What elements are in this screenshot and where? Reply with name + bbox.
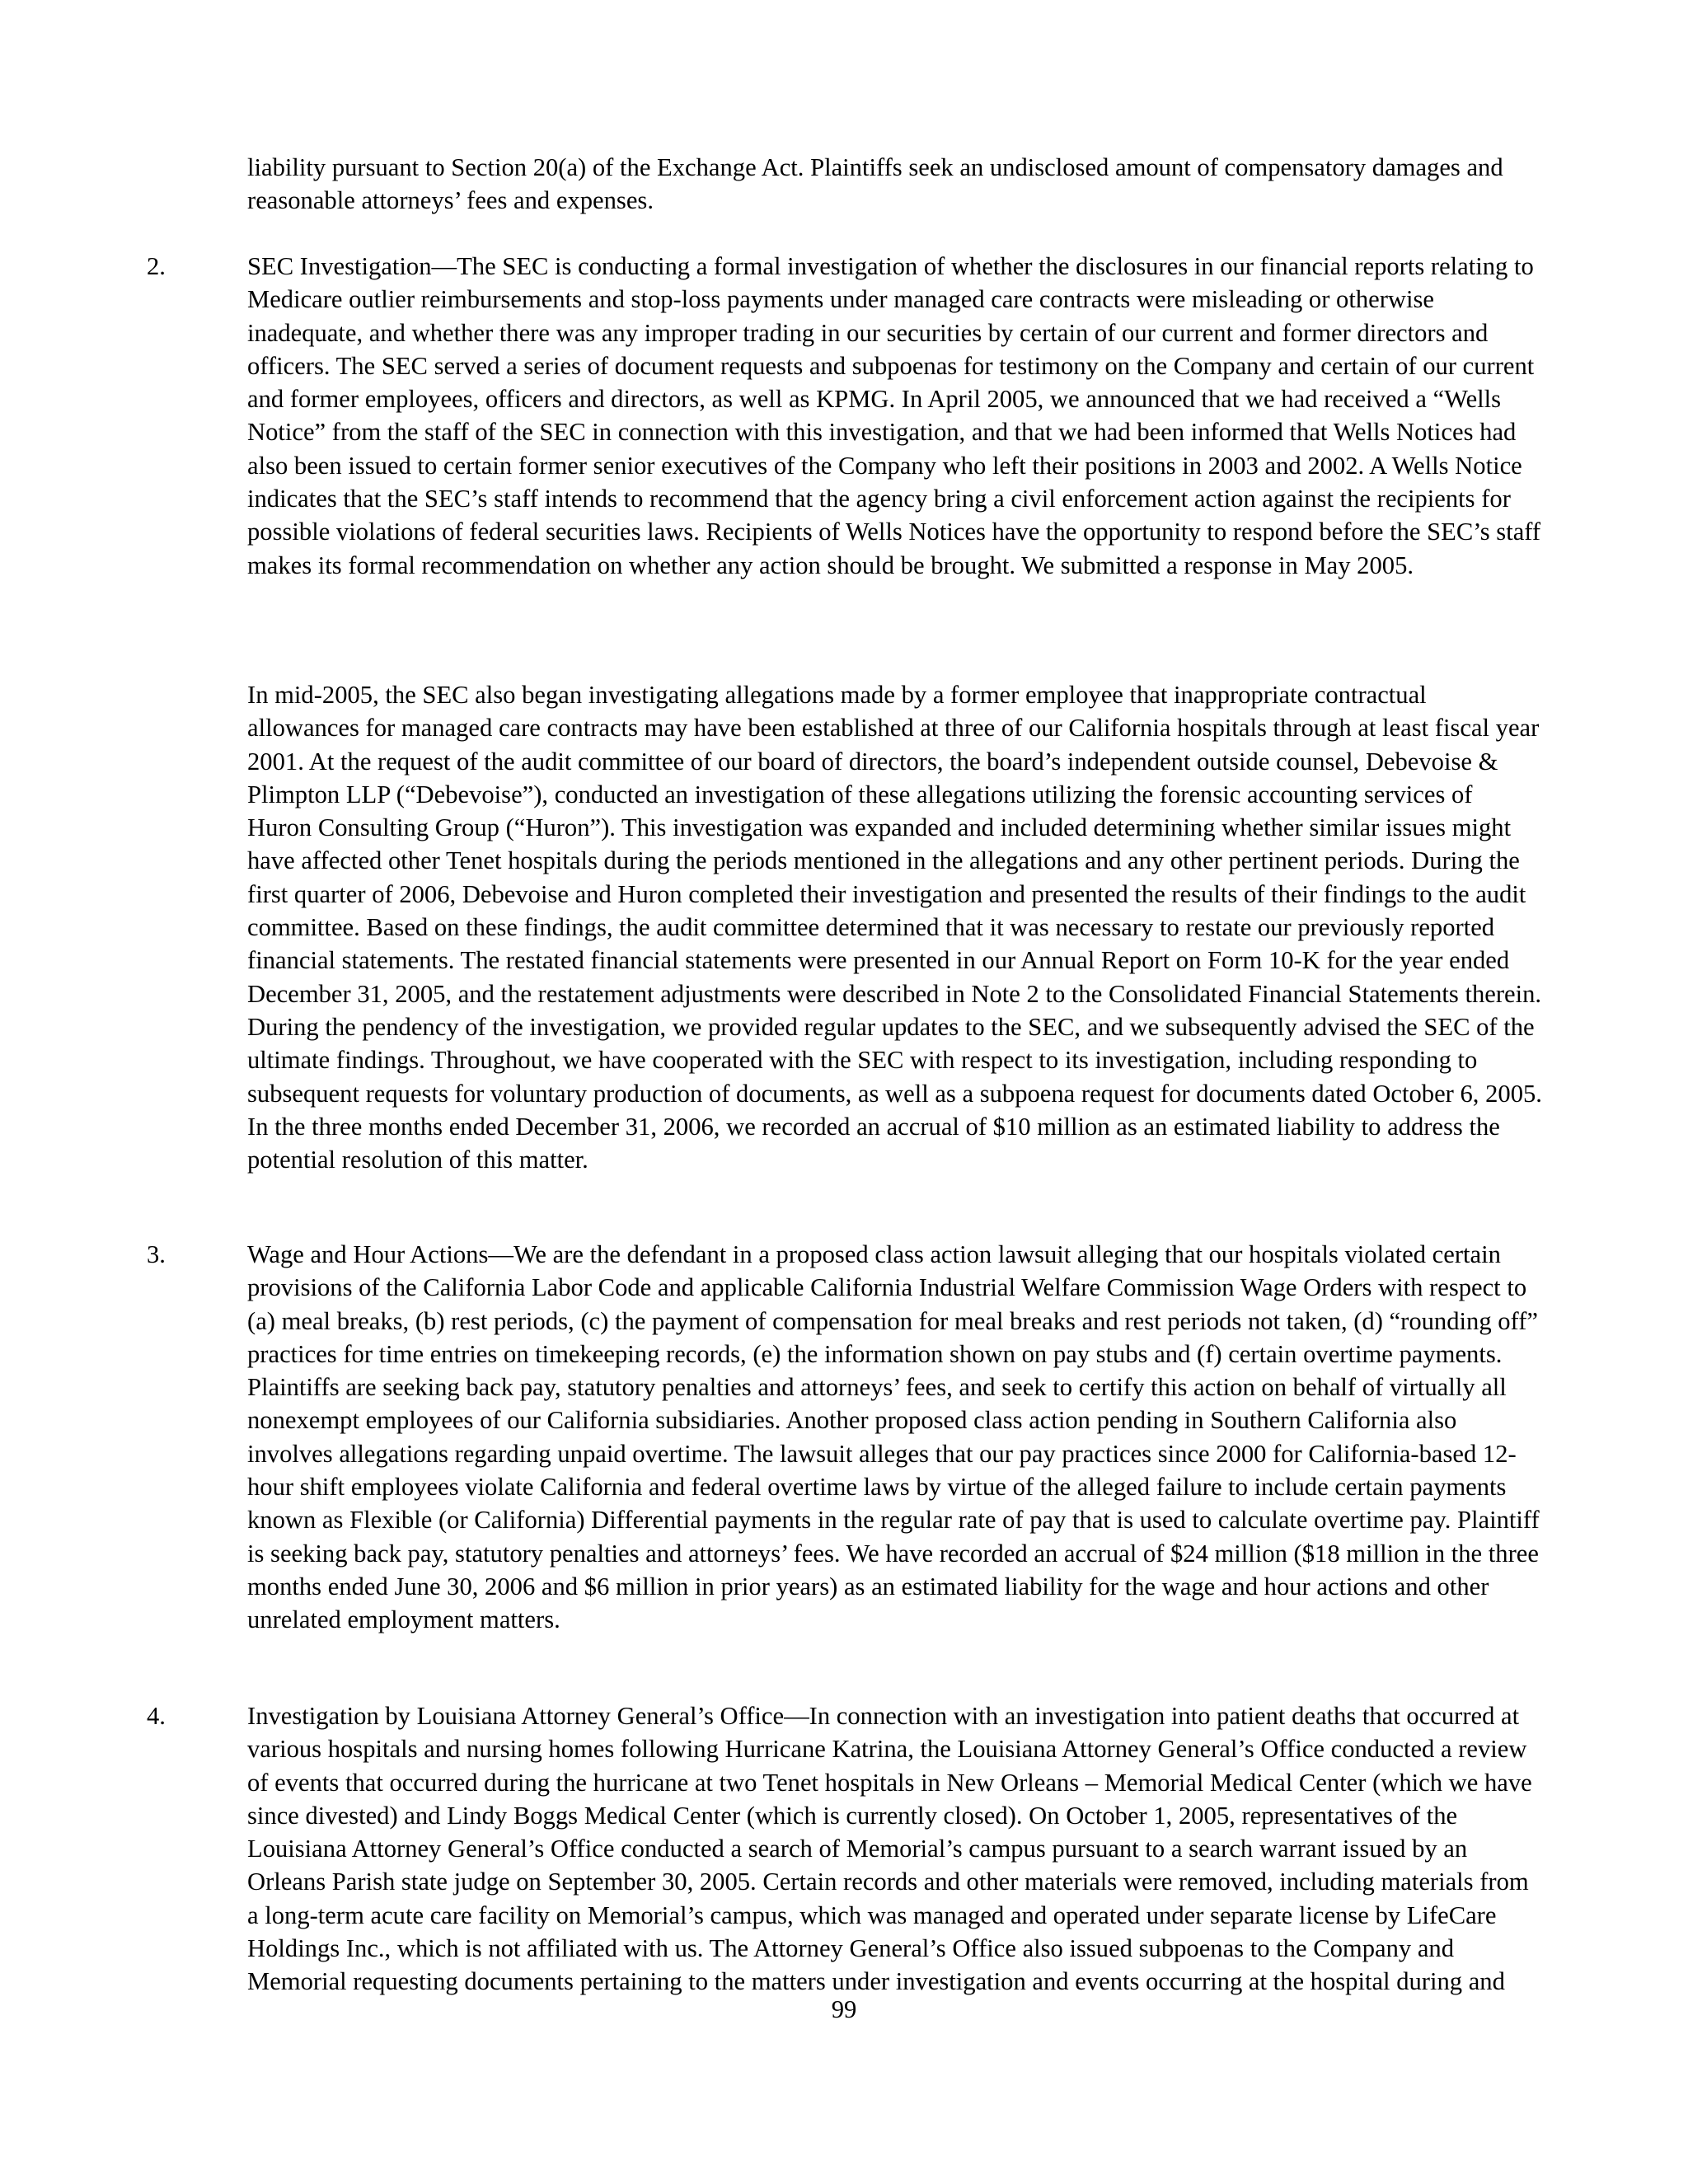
louisiana-ag-investigation-paragraph: Investigation by Louisiana Attorney General’s Office—In connection with an investigation into patient deaths that occurred at various hospitals and nursing homes following Hurricane Katrina, the Louisiana Attorney General’s Office conducted a review of events that occurred during the hurricane at two Tenet hospitals in New Orleans – Memorial Medical Center (which we have since divested) and Lindy Boggs Medical Center (which is currently closed). On October 1, 2005, representatives of the Louisiana Attorney General’s Office conducted a search of Memorial’s campus pursuant to a search warrant issued by an Orleans Parish state judge on September 30, 2005. Certain records and other materials were removed, including materials from a long-term acute care facility on Memorial’s campus, which was managed and operated under separate license by LifeCare Holdings Inc., which is not affiliated with us. The Attorney General’s Office also issued subpoenas to the Company and Memorial requesting documents pertaining to the matters under investigation and events occurring at the hospital during and [247, 1702, 1532, 1996]
sec-mid-2005-paragraph: In mid-2005, the SEC also began investigating allegations made by a former employee that inappropriate contractual allowances for managed care contracts may have been established at three of our California hospitals through at least fiscal year 2001. At the request of the audit committee of our board of directors, the board’s independent outside counsel, Debevoise & Plimpton LLP (“Debevoise”), conducted an investigation of these allegations utilizing the forensic accounting services of Huron Consulting Group (“Huron”). This investigation was expanded and included determining whether similar issues might have affected other Tenet hospitals during the periods mentioned in the allegations and any other pertinent periods. During the first quarter of 2006, Debevoise and Huron completed their investigation and presented the results of their findings to the audit committee. Based on these findings, the audit committee determined that it was necessary to restate our previously reported financial statements. The restated financial statements were presented in our Annual Report on Form 10-K for the year ended December 31, 2005, and the restatement adjustments were described in Note 2 to the Consolidated Financial Statements therein. During the pendency of the investigation, we provided regular updates to the SEC, and we subsequently advised the SEC of the ultimate findings. Throughout, we have cooperated with the SEC with respect to its investigation, including responding to subsequent requests for voluntary production of documents, as well as a subpoena request for documents dated October 6, 2005. In the three months ended December 31, 2006, we recorded an accrual of $10 million as an estimated liability to address the potential resolution of this matter. [247, 681, 1542, 1174]
item-number-2: 2. [147, 252, 166, 280]
wage-hour-actions-paragraph: Wage and Hour Actions—We are the defendant in a proposed class action lawsuit alleging that our hospitals violated certain provisions of the California Labor Code and applicable California Industrial Welfare Commission Wage Orders with respect to (a) meal breaks, (b) rest periods, (c) the payment of compensation for meal breaks and rest periods not taken, (d) “rounding off” practices for time entries on timekeeping records, (e) the information shown on pay stubs and (f) certain overtime payments. Plaintiffs are seeking back pay, statutory penalties and attorneys’ fees, and seek to certify this action on behalf of virtually all nonexempt employees of our California subsidiaries. Another proposed class action pending in Southern California also involves allegations regarding unpaid overtime. The lawsuit alleges that our pay practices since 2000 for California-based 12-hour shift employees violate California and federal overtime laws by virtue of the alleged failure to include certain payments known as Flexible (or California) Differential payments in the regular rate of pay that is used to calculate overtime pay. Plaintiff is seeking back pay, statutory penalties and attorneys’ fees. We have recorded an accrual of $24 million ($18 million in the three months ended June 30, 2006 and $6 million in prior years) as an estimated liability for the wage and hour actions and other unrelated employment matters. [247, 1240, 1540, 1634]
continuation-paragraph: liability pursuant to Section 20(a) of the Exchange Act. Plaintiffs seek an undisclosed amount of compensatory damages and reasonable attorneys’ fees and expenses. [247, 153, 1503, 215]
item-number-4: 4. [147, 1702, 166, 1730]
item-number-3: 3. [147, 1240, 166, 1268]
sec-investigation-paragraph: SEC Investigation—The SEC is conducting a formal investigation of whether the disclosures in our financial reports relating to Medicare outlier reimbursements and stop-loss payments under managed care contracts were misleading or otherwise inadequate, and whether there was any improper trading in our securities by certain of our current and former directors and officers. The SEC served a series of document requests and subpoenas for testimony on the Company and certain of our current and former employees, officers and directors, as well as KPMG. In April 2005, we announced that we had received a “Wells Notice” from the staff of the SEC in connection with this investigation, and that we had been informed that Wells Notices had also been issued to certain former senior executives of the Company who left their positions in 2003 and 2002. A Wells Notice indicates that the SEC’s staff intends to recommend that the agency bring a civil enforcement action against the recipients for possible violations of federal securities laws. Recipients of Wells Notices have the opportunity to respond before the SEC’s staff makes its formal recommendation on whether any action should be brought. We submitted a response in May 2005. [247, 252, 1541, 579]
page-number: 99 [831, 1995, 857, 2023]
